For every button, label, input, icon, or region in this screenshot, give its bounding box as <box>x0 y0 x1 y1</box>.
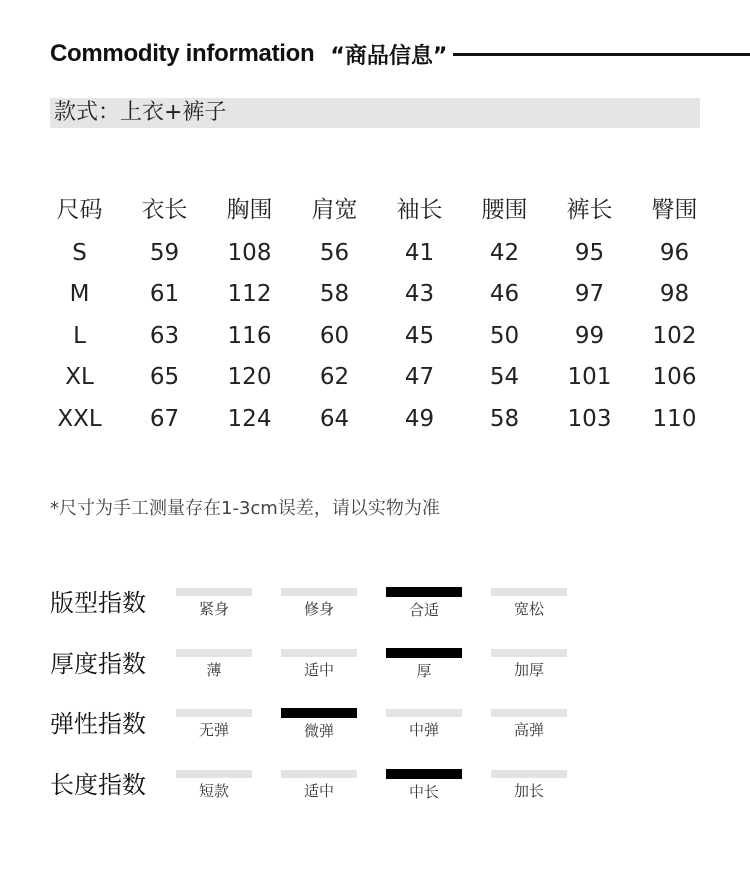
size-table-cell: 96 <box>659 239 690 266</box>
size-table-cell: 63 <box>149 322 180 349</box>
index-option-label: 短款 <box>198 781 229 800</box>
index-option <box>281 588 357 619</box>
index-option-label: 微弹 <box>303 722 334 740</box>
index-option <box>176 709 252 740</box>
fit-indices <box>50 578 750 820</box>
size-table-cell: 95 <box>574 239 605 266</box>
index-option <box>491 709 567 740</box>
size-table-cell: 61 <box>149 281 180 308</box>
size-table-cell: 108 <box>227 239 272 266</box>
size-table-row <box>37 315 717 357</box>
size-table-cell: 46 <box>489 281 520 308</box>
size-table-cell: 65 <box>149 364 180 391</box>
index-option <box>386 588 462 620</box>
size-table-cell: L <box>73 322 86 349</box>
size-table-cell: 54 <box>489 364 520 391</box>
index-option-bar <box>386 709 462 717</box>
index-row <box>50 760 750 821</box>
size-table-cell: 56 <box>319 239 350 266</box>
index-option-bar <box>281 770 357 778</box>
index-option-label: 适中 <box>303 660 334 679</box>
size-table-header-cell: 胸围 <box>226 197 273 223</box>
index-option <box>491 649 567 680</box>
size-table-header-cell: 尺码 <box>56 197 103 223</box>
index-label: 长度指数 <box>50 770 146 799</box>
size-table-cell: 116 <box>227 322 272 349</box>
index-option-bar-selected <box>281 708 357 718</box>
index-option-bar-selected <box>386 769 462 779</box>
index-option-bar <box>491 588 567 596</box>
style-info-text: 款式：上衣+裤子 <box>54 100 227 125</box>
size-table-header-cell: 衣长 <box>141 197 188 223</box>
title-english: Commodity information <box>50 40 315 67</box>
measurement-note: *尺寸为手工测量存在1-3cm误差，请以实物为准 <box>50 498 440 519</box>
size-table-cell: 47 <box>404 364 435 391</box>
size-table-cell: 50 <box>489 322 520 349</box>
size-table-cell: 97 <box>574 281 605 308</box>
size-table-cell: 102 <box>652 322 697 349</box>
index-label: 版型指数 <box>50 589 146 617</box>
index-option-label: 厚 <box>416 661 432 680</box>
index-row <box>50 699 750 760</box>
size-table-cell: 67 <box>149 405 180 432</box>
index-option-bar-selected <box>386 648 462 658</box>
size-table-cell: 103 <box>567 405 612 432</box>
size-table-cell: 120 <box>227 364 272 391</box>
index-row <box>50 578 750 639</box>
size-table <box>37 188 717 440</box>
size-table-cell: 112 <box>227 281 272 308</box>
size-table-cell: 98 <box>659 281 690 308</box>
size-table-cell: XXL <box>57 405 102 432</box>
size-table-row <box>37 398 717 440</box>
index-option <box>281 709 357 741</box>
index-option-bar <box>281 649 357 657</box>
size-table-cell: 49 <box>404 405 435 432</box>
index-row <box>50 639 750 700</box>
index-option-label: 加长 <box>513 781 544 800</box>
index-option <box>491 588 567 619</box>
size-table-cell: 43 <box>404 281 435 308</box>
size-table-cell: 110 <box>652 405 697 432</box>
index-option <box>176 649 252 680</box>
index-option-label: 高弹 <box>513 721 544 739</box>
size-table-header-cell: 腰围 <box>481 197 528 223</box>
index-option-bar <box>176 709 252 717</box>
index-label: 厚度指数 <box>50 649 146 678</box>
index-option <box>386 709 462 740</box>
index-label: 弹性指数 <box>50 710 146 738</box>
size-table-row <box>37 274 717 316</box>
index-option <box>176 770 252 801</box>
index-option <box>176 588 252 619</box>
index-option <box>491 770 567 801</box>
index-option <box>281 649 357 680</box>
index-option-label: 紧身 <box>198 600 229 618</box>
size-table-header-cell: 裤长 <box>566 197 613 223</box>
index-option-bar <box>491 649 567 657</box>
index-option-label: 适中 <box>303 781 334 800</box>
size-table-header-cell: 袖长 <box>396 197 443 223</box>
size-table-cell: 101 <box>567 364 612 391</box>
size-table-cell: 62 <box>319 364 350 391</box>
index-option-bar-selected <box>386 587 462 597</box>
index-option-bar <box>281 588 357 596</box>
size-table-cell: S <box>72 239 87 266</box>
index-option-bar <box>491 709 567 717</box>
index-option-label: 中弹 <box>408 721 439 739</box>
size-table-cell: 60 <box>319 322 350 349</box>
size-table-header-row <box>37 188 717 232</box>
size-table-cell: 106 <box>652 364 697 391</box>
index-option-label: 宽松 <box>513 600 544 618</box>
index-option-bar <box>176 588 252 596</box>
index-option-label: 合适 <box>408 601 439 619</box>
title-chinese: “商品信息” <box>330 43 448 69</box>
size-table-row <box>37 232 717 274</box>
size-table-cell: 45 <box>404 322 435 349</box>
index-option-label: 中长 <box>408 782 439 801</box>
size-table-cell: M <box>69 281 90 308</box>
index-option-label: 加厚 <box>513 660 544 679</box>
index-option <box>281 770 357 801</box>
size-table-cell: 64 <box>319 405 350 432</box>
page-header <box>50 36 750 72</box>
index-option-label: 无弹 <box>198 721 229 739</box>
size-table-cell: 124 <box>227 405 272 432</box>
size-table-header-cell: 臀围 <box>651 197 698 223</box>
index-option-bar <box>491 770 567 778</box>
size-table-cell: 42 <box>489 239 520 266</box>
header-rule <box>453 53 750 56</box>
size-table-cell: 41 <box>404 239 435 266</box>
size-table-cell: 58 <box>489 405 520 432</box>
size-table-cell: 58 <box>319 281 350 308</box>
index-option <box>386 770 462 802</box>
index-option <box>386 649 462 681</box>
size-table-cell: XL <box>65 364 94 391</box>
index-option-label: 薄 <box>206 660 222 679</box>
size-table-row <box>37 357 717 399</box>
index-option-bar <box>176 649 252 657</box>
size-table-cell: 59 <box>149 239 180 266</box>
size-table-header-cell: 肩宽 <box>311 197 358 223</box>
index-option-bar <box>176 770 252 778</box>
index-option-label: 修身 <box>303 600 334 618</box>
size-table-cell: 99 <box>574 322 605 349</box>
style-info-bar <box>50 98 700 128</box>
